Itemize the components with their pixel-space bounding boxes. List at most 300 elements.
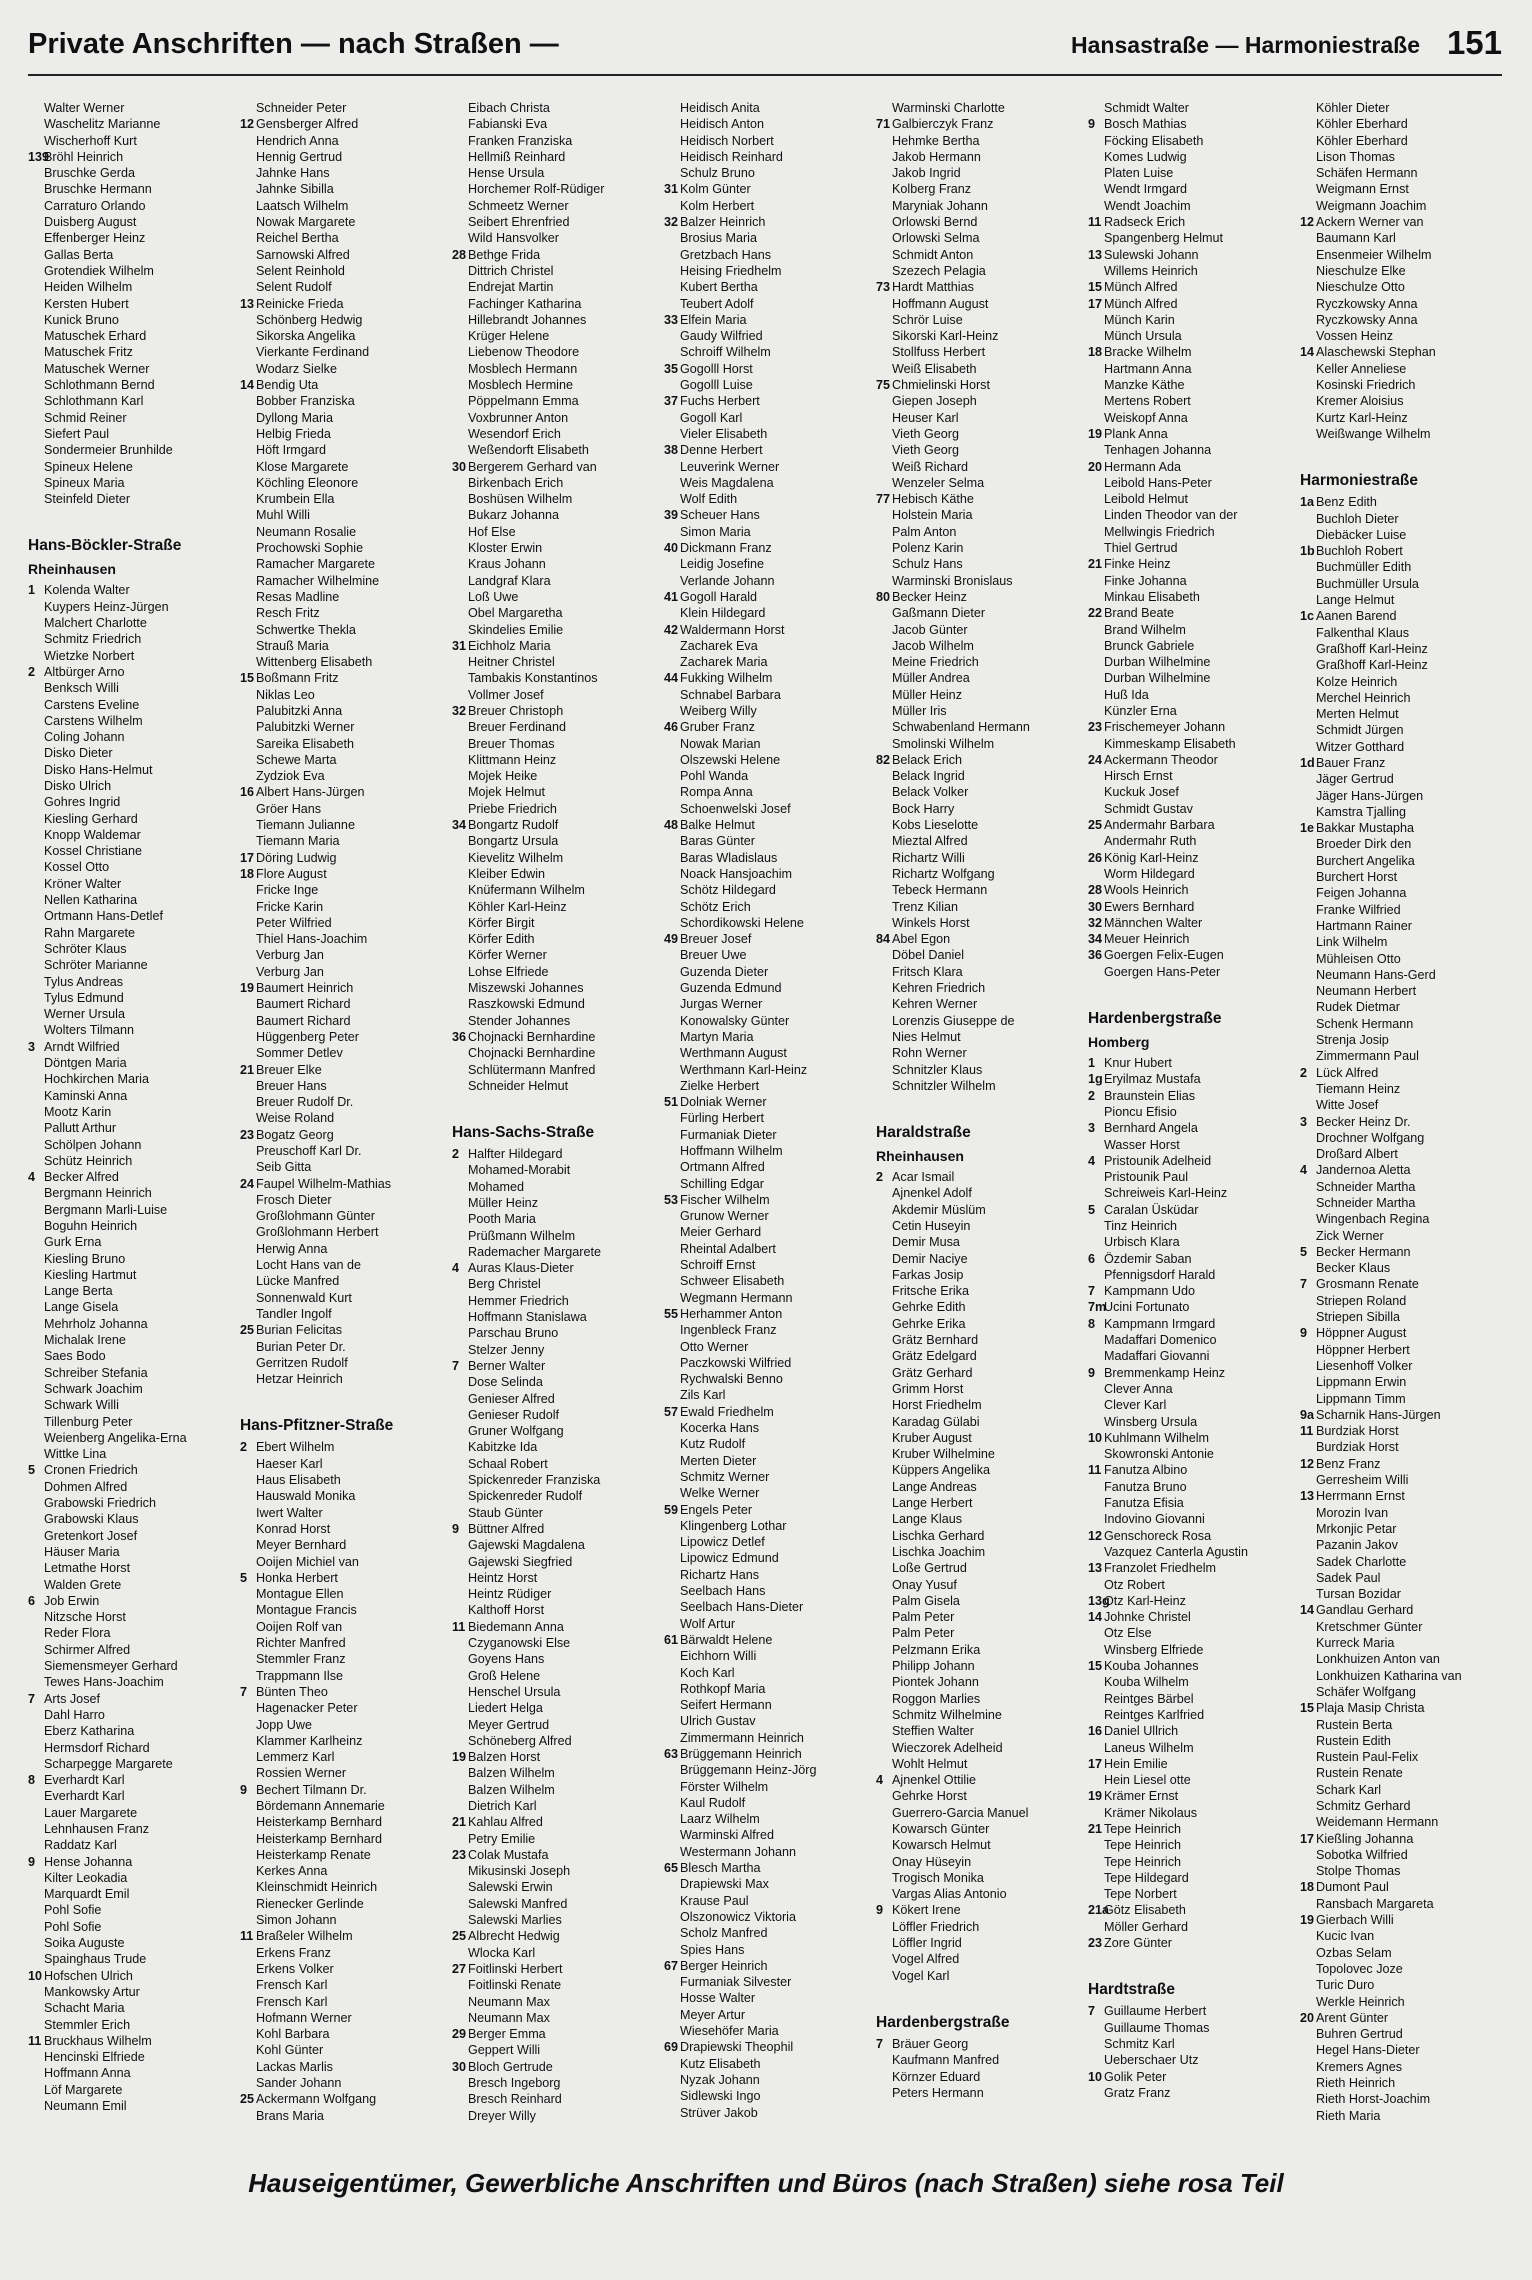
resident-name: Neumann Herbert bbox=[1316, 984, 1417, 999]
resident-name: Schmidt Gustav bbox=[1104, 801, 1193, 816]
list-item bbox=[240, 996, 449, 1012]
list-item bbox=[876, 133, 1085, 149]
list-item bbox=[1300, 690, 1509, 706]
list-item bbox=[1088, 670, 1297, 686]
house-number bbox=[1300, 1782, 1316, 1798]
resident-name: Chojnacki Bernhardine bbox=[468, 1029, 596, 1044]
list-item bbox=[28, 2017, 237, 2033]
resident-name: Meuer Heinrich bbox=[1104, 932, 1190, 947]
house-number bbox=[1300, 967, 1316, 983]
list-item bbox=[1300, 1179, 1509, 1195]
resident-name: Schilling Edgar bbox=[680, 1176, 765, 1191]
resident-name: Colak Mustafa bbox=[468, 1847, 549, 1862]
resident-name: Everhardt Karl bbox=[44, 1773, 125, 1788]
resident-name: Engels Peter bbox=[680, 1502, 753, 1517]
resident-name: Wiesehöfer Maria bbox=[680, 2024, 779, 2039]
house-number bbox=[664, 1730, 680, 1746]
resident-name: Wodarz Sielke bbox=[256, 361, 337, 376]
house-number: 23 bbox=[240, 1127, 255, 1142]
list-item bbox=[28, 631, 237, 647]
house-number: 24 bbox=[240, 1176, 255, 1191]
list-item bbox=[28, 1088, 237, 1104]
resident-name: Halfter Hildegard bbox=[468, 1147, 563, 1162]
resident-name: Franzolet Friedhelm bbox=[1104, 1561, 1216, 1576]
house-number: 5 bbox=[1300, 1244, 1308, 1259]
list-item bbox=[28, 778, 237, 794]
list-item bbox=[1300, 1782, 1509, 1798]
resident-name: Kuypers Heinz-Jürgen bbox=[44, 599, 169, 614]
resident-name: Letmathe Horst bbox=[44, 1561, 131, 1576]
list-item bbox=[1088, 393, 1297, 409]
resident-name: Spies Hans bbox=[680, 1942, 745, 1957]
house-number bbox=[240, 801, 256, 817]
resident-name: Furmaniak Silvester bbox=[680, 1975, 792, 1990]
resident-name: Zydziok Eva bbox=[256, 769, 325, 784]
resident-name: Rustein Berta bbox=[1316, 1717, 1393, 1732]
house-number: 5 bbox=[240, 1570, 248, 1585]
list-item bbox=[28, 149, 237, 165]
list-item bbox=[876, 1251, 1085, 1267]
list-item bbox=[664, 1045, 873, 1061]
list-item bbox=[1088, 507, 1297, 523]
house-number: 13 bbox=[240, 296, 255, 311]
house-number bbox=[664, 2023, 680, 2039]
list-item bbox=[240, 491, 449, 507]
list-item bbox=[1300, 771, 1509, 787]
list-item bbox=[1300, 1586, 1509, 1602]
house-number bbox=[1088, 393, 1104, 409]
resident-name: Hof Else bbox=[468, 524, 516, 539]
house-number: 73 bbox=[876, 280, 891, 295]
list-item bbox=[876, 1837, 1085, 1853]
house-number bbox=[876, 507, 892, 523]
list-item bbox=[1088, 2036, 1297, 2052]
resident-name: Schwark Willi bbox=[44, 1398, 119, 1413]
resident-name: Hegel Hans-Dieter bbox=[1316, 2043, 1420, 2058]
list-item bbox=[664, 1567, 873, 1583]
resident-name: Blesch Martha bbox=[680, 1861, 761, 1876]
resident-name: Onay Yusuf bbox=[892, 1577, 957, 1592]
list-item bbox=[876, 882, 1085, 898]
list-item bbox=[664, 1404, 873, 1420]
list-item bbox=[1300, 312, 1509, 328]
resident-name: Wieczorek Adelheid bbox=[892, 1740, 1003, 1755]
house-number bbox=[664, 1681, 680, 1697]
resident-name: Steffien Walter bbox=[892, 1724, 974, 1739]
list-item bbox=[1300, 1130, 1509, 1146]
resident-name: Gerresheim Willi bbox=[1316, 1473, 1409, 1488]
house-number: 19 bbox=[452, 1750, 467, 1765]
resident-name: Bruschke Hermann bbox=[44, 182, 152, 197]
house-number: 61 bbox=[664, 1632, 679, 1647]
list-item bbox=[1088, 1511, 1297, 1527]
list-item bbox=[1300, 722, 1509, 738]
house-number bbox=[240, 149, 256, 165]
house-number bbox=[876, 1218, 892, 1234]
house-number bbox=[876, 1511, 892, 1527]
resident-name: Dolniak Werner bbox=[680, 1095, 767, 1110]
house-number bbox=[1088, 1397, 1104, 1413]
list-item bbox=[664, 426, 873, 442]
house-number bbox=[1300, 1179, 1316, 1195]
house-number bbox=[876, 573, 892, 589]
house-number bbox=[452, 312, 468, 328]
house-number bbox=[664, 1143, 680, 1159]
house-number bbox=[240, 964, 256, 980]
house-number bbox=[664, 996, 680, 1012]
list-item bbox=[452, 638, 661, 654]
house-number bbox=[664, 687, 680, 703]
list-item bbox=[452, 1162, 661, 1178]
house-number bbox=[664, 1420, 680, 1436]
resident-name: Arent Günter bbox=[1316, 2010, 1389, 2025]
resident-name: Faupel Wilhelm-Mathias bbox=[256, 1176, 392, 1191]
house-number bbox=[664, 1925, 680, 1941]
resident-name: Guillaume Thomas bbox=[1104, 2020, 1210, 2035]
list-item bbox=[1300, 1065, 1509, 1081]
list-item bbox=[876, 1707, 1085, 1723]
list-item bbox=[664, 1013, 873, 1029]
list-item bbox=[876, 540, 1085, 556]
list-item bbox=[664, 1192, 873, 1208]
resident-name: Krämer Nikolaus bbox=[1104, 1805, 1198, 1820]
street-heading: Hans-Böckler-Straße bbox=[28, 537, 182, 555]
house-number bbox=[240, 2059, 256, 2075]
house-number bbox=[452, 1912, 468, 1928]
resident-name: Wendt Joachim bbox=[1104, 198, 1191, 213]
house-number bbox=[1088, 1707, 1104, 1723]
resident-name: Drapiewski Max bbox=[680, 1877, 769, 1892]
house-number bbox=[664, 377, 680, 393]
list-item bbox=[876, 2036, 1085, 2052]
list-item bbox=[452, 1928, 661, 1944]
list-item bbox=[664, 1453, 873, 1469]
resident-name: Leibold Hans-Peter bbox=[1104, 475, 1212, 490]
list-item bbox=[452, 1586, 661, 1602]
house-number bbox=[28, 1299, 44, 1315]
resident-name: Rudek Dietmar bbox=[1316, 1000, 1400, 1015]
house-number bbox=[1300, 853, 1316, 869]
house-number bbox=[876, 1332, 892, 1348]
house-number bbox=[664, 947, 680, 963]
list-item bbox=[452, 1831, 661, 1847]
house-number: 28 bbox=[1088, 883, 1103, 898]
house-number bbox=[1088, 100, 1104, 116]
list-item bbox=[876, 1218, 1085, 1234]
resident-name: Trenz Kilian bbox=[892, 899, 959, 914]
house-number bbox=[1088, 2085, 1104, 2101]
house-number bbox=[1300, 1081, 1316, 1097]
list-item bbox=[1088, 1854, 1297, 1870]
house-number bbox=[1088, 230, 1104, 246]
resident-name: Herwig Anna bbox=[256, 1241, 328, 1256]
list-item bbox=[1300, 1749, 1509, 1765]
resident-name: Lauer Margarete bbox=[44, 1805, 138, 1820]
house-number: 14 bbox=[240, 378, 255, 393]
resident-name: Münch Ursula bbox=[1104, 329, 1182, 344]
resident-name: Lange Berta bbox=[44, 1284, 113, 1299]
house-number bbox=[664, 1241, 680, 1257]
resident-name: Hense Johanna bbox=[44, 1854, 133, 1869]
house-number bbox=[452, 670, 468, 686]
resident-name: Heintz Rüdiger bbox=[468, 1587, 552, 1602]
resident-name: Herhammer Anton bbox=[680, 1306, 783, 1321]
resident-name: Demir Musa bbox=[892, 1235, 960, 1250]
list-item bbox=[1088, 1495, 1297, 1511]
list-item bbox=[876, 1772, 1085, 1788]
list-item bbox=[1300, 2091, 1509, 2107]
list-item bbox=[240, 149, 449, 165]
house-number bbox=[28, 827, 44, 843]
list-item bbox=[664, 1583, 873, 1599]
directory-columns bbox=[28, 100, 1512, 2160]
list-item bbox=[664, 1241, 873, 1257]
list-item bbox=[28, 827, 237, 843]
house-number bbox=[876, 605, 892, 621]
resident-name: Finke Heinz bbox=[1104, 557, 1171, 572]
list-item bbox=[1088, 165, 1297, 181]
list-item bbox=[1300, 1928, 1509, 1944]
house-number bbox=[240, 996, 256, 1012]
house-number bbox=[28, 957, 44, 973]
resident-name: Klittmann Heinz bbox=[468, 752, 557, 767]
list-item bbox=[28, 181, 237, 197]
house-number bbox=[28, 1674, 44, 1690]
list-item bbox=[1300, 1293, 1509, 1309]
house-number bbox=[452, 1879, 468, 1895]
list-item bbox=[1088, 1397, 1297, 1413]
house-number bbox=[28, 1022, 44, 1038]
list-item bbox=[240, 1814, 449, 1830]
house-number bbox=[1088, 1577, 1104, 1593]
list-item bbox=[664, 1273, 873, 1289]
resident-name: Pohl Sofie bbox=[44, 1919, 102, 1934]
list-item bbox=[452, 296, 661, 312]
resident-name: Horchemer Rolf-Rüdiger bbox=[468, 182, 605, 197]
list-item bbox=[1300, 165, 1509, 181]
list-item bbox=[664, 410, 873, 426]
list-item bbox=[452, 1293, 661, 1309]
house-number bbox=[28, 1430, 44, 1446]
resident-name: Berner Walter bbox=[468, 1358, 546, 1373]
house-number bbox=[1088, 1348, 1104, 1364]
list-item bbox=[1088, 263, 1297, 279]
resident-name: Waldermann Horst bbox=[680, 622, 785, 637]
resident-name: Boßmann Fritz bbox=[256, 671, 339, 686]
resident-name: Effenberger Heinz bbox=[44, 231, 146, 246]
house-number: 22 bbox=[1088, 606, 1103, 621]
resident-name: Götz Elisabeth bbox=[1104, 1903, 1186, 1918]
list-item bbox=[664, 850, 873, 866]
house-number bbox=[1088, 1886, 1104, 1902]
house-number: 18 bbox=[1088, 345, 1103, 360]
house-number bbox=[28, 974, 44, 990]
house-number bbox=[452, 133, 468, 149]
list-item bbox=[240, 882, 449, 898]
house-number: 59 bbox=[664, 1502, 679, 1517]
resident-name: Meyer Artur bbox=[680, 2007, 746, 2022]
list-item bbox=[876, 622, 1085, 638]
list-item bbox=[240, 1159, 449, 1175]
list-item bbox=[1088, 1365, 1297, 1381]
resident-name: Kocerka Hans bbox=[680, 1421, 760, 1436]
list-item bbox=[1300, 1537, 1509, 1553]
house-number bbox=[28, 1006, 44, 1022]
house-number bbox=[876, 1658, 892, 1674]
list-item bbox=[1300, 1276, 1509, 1292]
list-item bbox=[452, 1651, 661, 1667]
house-number: 19 bbox=[240, 981, 255, 996]
spacer bbox=[1088, 1951, 1297, 1975]
resident-name: Miszewski Johannes bbox=[468, 981, 584, 996]
list-item bbox=[876, 1267, 1085, 1283]
house-number bbox=[1300, 1896, 1316, 1912]
list-item bbox=[876, 181, 1085, 197]
list-item bbox=[240, 915, 449, 931]
list-item bbox=[1300, 1700, 1509, 1716]
list-item bbox=[876, 1348, 1085, 1364]
list-item bbox=[28, 1120, 237, 1136]
list-item bbox=[1088, 784, 1297, 800]
resident-name: Kleiber Edwin bbox=[468, 866, 546, 881]
list-item bbox=[452, 475, 661, 491]
list-item bbox=[876, 556, 1085, 572]
house-number bbox=[28, 1756, 44, 1772]
resident-name: Genieser Alfred bbox=[468, 1391, 555, 1406]
page-title: Private Anschriften — nach Straßen — bbox=[28, 28, 559, 60]
resident-name: Nies Helmut bbox=[892, 1029, 961, 1044]
resident-name: Lipowicz Detlef bbox=[680, 1535, 765, 1550]
resident-name: Gehrke Erika bbox=[892, 1316, 966, 1331]
resident-name: Neumann Rosalie bbox=[256, 524, 357, 539]
list-item bbox=[876, 719, 1085, 735]
house-number bbox=[1088, 703, 1104, 719]
list-item bbox=[240, 2075, 449, 2091]
house-number bbox=[876, 1919, 892, 1935]
house-number bbox=[664, 491, 680, 507]
house-number: 27 bbox=[452, 1961, 467, 1976]
list-item bbox=[452, 556, 661, 572]
list-item bbox=[1088, 247, 1297, 263]
resident-name: Döring Ludwig bbox=[256, 850, 337, 865]
resident-name: Nowak Marian bbox=[680, 736, 761, 751]
resident-name: Häuser Maria bbox=[44, 1544, 120, 1559]
resident-name: Tiemann Julianne bbox=[256, 818, 355, 833]
resident-name: Kaminski Anna bbox=[44, 1088, 128, 1103]
resident-name: Falkenthal Klaus bbox=[1316, 625, 1410, 640]
resident-name: Mikusinski Joseph bbox=[468, 1864, 571, 1879]
list-item bbox=[240, 1586, 449, 1602]
resident-name: Knüfermann Wilhelm bbox=[468, 883, 585, 898]
resident-name: Kleinschmidt Heinrich bbox=[256, 1880, 378, 1895]
resident-name: Klose Margarete bbox=[256, 459, 349, 474]
list-item bbox=[452, 540, 661, 556]
house-number: 55 bbox=[664, 1306, 679, 1321]
list-item bbox=[28, 410, 237, 426]
resident-name: Grabowski Klaus bbox=[44, 1512, 139, 1527]
resident-name: Kampmann Irmgard bbox=[1104, 1316, 1216, 1331]
resident-name: Fabianski Eva bbox=[468, 117, 548, 132]
list-item bbox=[452, 1668, 661, 1684]
resident-name: Madaffari Giovanni bbox=[1104, 1349, 1210, 1364]
house-number bbox=[1300, 263, 1316, 279]
resident-name: Bremmenkamp Heinz bbox=[1104, 1365, 1226, 1380]
list-item bbox=[664, 459, 873, 475]
resident-name: Kuckuk Josef bbox=[1104, 785, 1179, 800]
house-number bbox=[452, 1537, 468, 1553]
list-item bbox=[1088, 1821, 1297, 1837]
list-item bbox=[1300, 344, 1509, 360]
house-number bbox=[452, 1635, 468, 1651]
list-item bbox=[452, 931, 661, 947]
list-item bbox=[664, 1078, 873, 1094]
resident-name: Männchen Walter bbox=[1104, 915, 1203, 930]
resident-name: Bakkar Mustapha bbox=[1316, 821, 1415, 836]
list-item bbox=[664, 1502, 873, 1518]
list-item bbox=[452, 1325, 661, 1341]
resident-name: Schnitzler Wilhelm bbox=[892, 1078, 996, 1093]
house-number bbox=[876, 1316, 892, 1332]
list-item bbox=[664, 556, 873, 572]
resident-name: Kuhlmann Wilhelm bbox=[1104, 1430, 1209, 1445]
list-item bbox=[876, 784, 1085, 800]
resident-name: Fanutza Albino bbox=[1104, 1463, 1188, 1478]
list-item bbox=[240, 1224, 449, 1240]
list-item bbox=[240, 540, 449, 556]
house-number bbox=[1300, 328, 1316, 344]
house-number bbox=[1300, 1765, 1316, 1781]
list-item bbox=[876, 1185, 1085, 1201]
resident-name: Seib Gitta bbox=[256, 1160, 312, 1175]
list-item bbox=[1088, 2085, 1297, 2101]
house-number bbox=[28, 377, 44, 393]
resident-name: König Karl-Heinz bbox=[1104, 850, 1199, 865]
resident-name: Hirsch Ernst bbox=[1104, 769, 1173, 784]
resident-name: Flore August bbox=[256, 866, 327, 881]
resident-name: Onay Hüseyin bbox=[892, 1854, 972, 1869]
resident-name: Kruber Wilhelmine bbox=[892, 1447, 995, 1462]
list-item bbox=[240, 426, 449, 442]
list-item bbox=[28, 2033, 237, 2049]
resident-name: Nyzak Johann bbox=[680, 2072, 760, 2087]
resident-name: Dyllong Maria bbox=[256, 410, 333, 425]
resident-name: Farkas Josip bbox=[892, 1267, 964, 1282]
house-number bbox=[452, 1162, 468, 1178]
house-number bbox=[1088, 1511, 1104, 1527]
resident-name: Braßeler Wilhelm bbox=[256, 1929, 353, 1944]
resident-name: Leuverink Werner bbox=[680, 459, 780, 474]
house-number bbox=[876, 1446, 892, 1462]
resident-name: Jacob Günter bbox=[892, 622, 968, 637]
list-item bbox=[1088, 1528, 1297, 1544]
list-item bbox=[1300, 2059, 1509, 2075]
house-number bbox=[240, 1554, 256, 1570]
resident-name: Gogoll Karl bbox=[680, 410, 743, 425]
resident-name: Carraturo Orlando bbox=[44, 198, 146, 213]
list-item bbox=[1300, 181, 1509, 197]
house-number: 1 bbox=[1088, 1056, 1096, 1071]
resident-name: Bloch Gertrude bbox=[468, 2059, 553, 2074]
house-number bbox=[1088, 638, 1104, 654]
house-number bbox=[28, 393, 44, 409]
list-item bbox=[28, 1837, 237, 1853]
resident-name: Mehrholz Johanna bbox=[44, 1316, 148, 1331]
house-number bbox=[1300, 181, 1316, 197]
house-number: 53 bbox=[664, 1192, 679, 1207]
list-item bbox=[452, 1456, 661, 1472]
resident-name: Nieschulze Otto bbox=[1316, 280, 1405, 295]
list-item bbox=[452, 230, 661, 246]
